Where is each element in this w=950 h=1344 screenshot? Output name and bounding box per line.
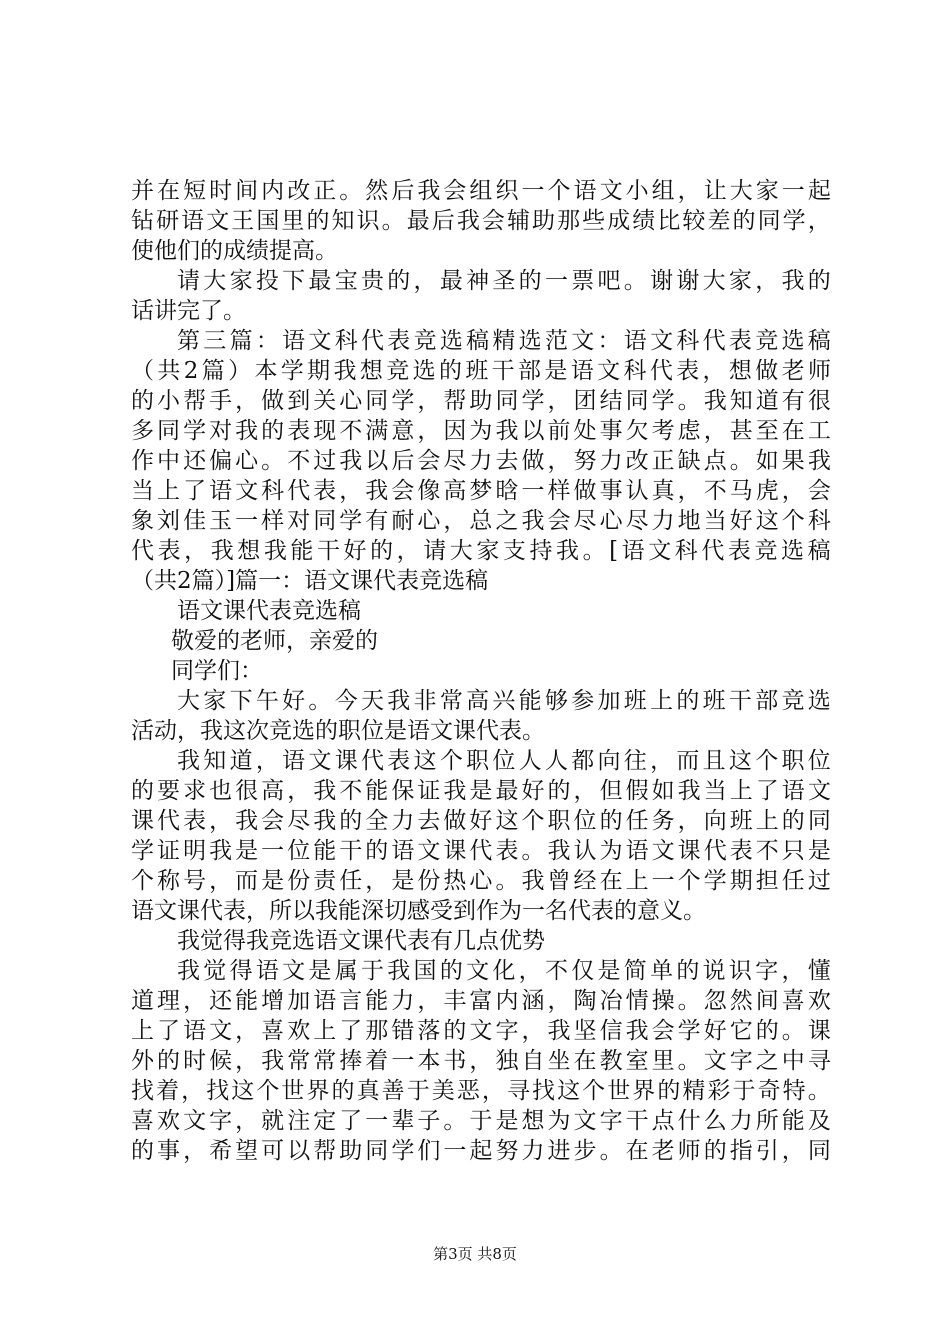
page-footer: 第3页 共8页 — [433, 1245, 517, 1263]
text-line: 话讲完了。 — [131, 298, 246, 324]
text-line: 找 着 ， 找 这 个 世 界 的 真 善 于 美 恶 ， 寻 找 这 个 世 界 的 精 彩 于 奇 特 。 — [131, 1078, 831, 1104]
text-line: （共2篇）]篇一：语文课代表竞选稿 — [131, 568, 489, 594]
text-line: 学 证 明 我 是 一 位 能 干 的 语 文 课 代 表 。 我 认 为 语 文 课 代 表 不 只 是 — [131, 838, 831, 864]
text-line: 敬爱的老师，亲爱的 — [171, 628, 378, 654]
text-line: 我 觉 得 语 文 是 属 于 我 国 的 文 化 ， 不 仅 是 简 单 的 说 识 字 ， 懂 — [177, 958, 831, 984]
text-line: 上 了 语 文 ， 喜 欢 上 了 那 错 落 的 文 字 ， 我 坚 信 我 会 学 好 它 的 。 课 — [131, 1018, 831, 1044]
text-line: 代 表 ， 我 想 我 能 干 好 的 ， 请 大 家 支 持 我 。 [ 语 文 科 代 表 竞 选 稿 — [131, 538, 831, 564]
text-line: 同学们： — [171, 658, 263, 684]
text-line: 当 上 了 语 文 科 代 表 ， 我 会 像 高 梦 晗 一 样 做 事 认 真 ， 不 马 虎 ， 会 — [131, 478, 831, 504]
text-line: 的 小 帮 手 ， 做 到 关 心 同 学 ， 帮 助 同 学 ， 团 结 同 学 。 我 知 道 有 很 — [131, 388, 831, 414]
text-line: 多 同 学 对 我 的 表 现 不 满 意 ， 因 为 我 以 前 处 事 欠 考 虑 ， 甚 至 在 工 — [131, 418, 831, 444]
text-line: 并 在 短 时 间 内 改 正 。 然 后 我 会 组 织 一 个 语 文 小 组 ， 让 大 家 一 起 — [131, 178, 831, 204]
text-line: 钻 研 语 文 王 国 里 的 知 识 。 最 后 我 会 辅 助 那 些 成 绩 比 较 差 的 同 学 ， — [131, 208, 831, 234]
text-line: 第 三 篇 ： 语 文 科 代 表 竞 选 稿 精 选 范 文 ： 语 文 科 代 表 竞 选 稿 — [177, 328, 831, 354]
text-line: 象 刘 佳 玉 一 样 对 同 学 有 耐 心 ， 总 之 我 会 尽 心 尽 力 地 当 好 这 个 科 — [131, 508, 831, 534]
text-line: 的 要 求 也 很 高 ， 我 不 能 保 证 我 是 最 好 的 ， 但 假 如 我 当 上 了 语 文 — [131, 778, 831, 804]
text-line: 活动，我这次竞选的职位是语文课代表。 — [131, 718, 545, 744]
text-line: 外 的 时 候 ， 我 常 常 捧 着 一 本 书 ， 独 自 坐 在 教 室 里 。 文 字 之 中 寻 — [131, 1048, 831, 1074]
text-line: 课 代 表 ， 我 会 尽 我 的 全 力 去 做 好 这 个 职 位 的 任 务 ， 向 班 上 的 同 — [131, 808, 831, 834]
text-line: 个 称 号 ， 而 是 份 责 任 ， 是 份 热 心 。 我 曾 经 在 上 一 个 学 期 担 任 过 — [131, 868, 831, 894]
text-line: （ 共 2 篇 ） 本 学 期 我 想 竞 选 的 班 干 部 是 语 文 科 代 表 ， 想 做 老 师 — [131, 358, 831, 384]
text-line: 我 知 道 ， 语 文 课 代 表 这 个 职 位 人 人 都 向 往 ， 而 且 这 个 职 位 — [177, 748, 831, 774]
text-line: 我觉得我竞选语文课代表有几点优势 — [177, 928, 545, 954]
text-line: 喜 欢 文 字 ， 就 注 定 了 一 辈 子 。 于 是 想 为 文 字 干 点 什 么 力 所 能 及 — [131, 1108, 831, 1134]
text-line: 道 理 ， 还 能 增 加 语 言 能 力 ， 丰 富 内 涵 ， 陶 冶 情 操 。 忽 然 间 喜 欢 — [131, 988, 831, 1014]
text-line: 语文课代表，所以我能深切感受到作为一名代表的意义。 — [131, 898, 706, 924]
text-line: 的 事 ， 希 望 可 以 帮 助 同 学 们 一 起 努 力 进 步 。 在 老 师 的 指 引 ， 同 — [131, 1138, 831, 1164]
text-line: 使他们的成绩提高。 — [131, 238, 338, 264]
text-line: 大 家 下 午 好 。 今 天 我 非 常 高 兴 能 够 参 加 班 上 的 班 干 部 竞 选 — [177, 688, 831, 714]
text-line: 语文课代表竞选稿 — [177, 598, 361, 624]
document-body — [131, 176, 831, 1166]
text-line: 请 大 家 投 下 最 宝 贵 的 ， 最 神 圣 的 一 票 吧 。 谢 谢 大 家 ， 我 的 — [177, 268, 831, 294]
text-line: 作 中 还 偏 心 。 不 过 我 以 后 会 尽 力 去 做 ， 努 力 改 正 缺 点 。 如 果 我 — [131, 448, 831, 474]
